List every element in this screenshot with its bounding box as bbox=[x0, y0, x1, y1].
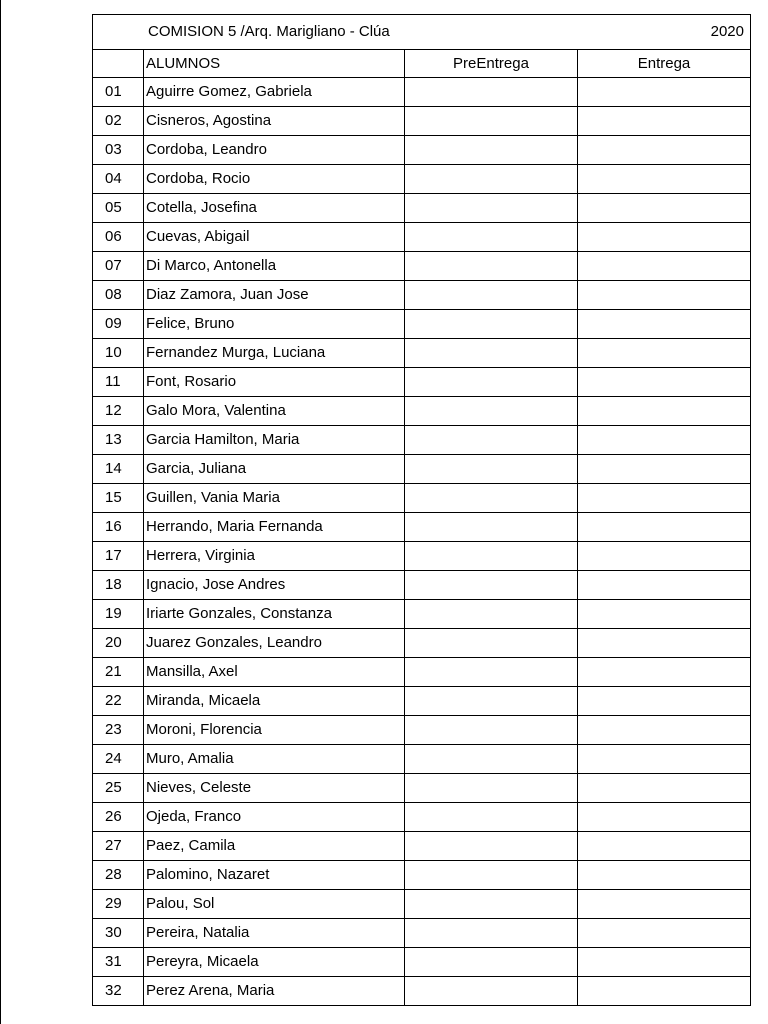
table-row bbox=[93, 281, 751, 310]
delivery-cell[interactable] bbox=[578, 571, 751, 600]
pre-delivery-cell[interactable] bbox=[405, 542, 578, 571]
student-number: 32 bbox=[93, 977, 144, 1006]
delivery-cell[interactable] bbox=[578, 397, 751, 426]
student-name: Cuevas, Abigail bbox=[144, 223, 405, 252]
student-name: Ojeda, Franco bbox=[144, 803, 405, 832]
student-number: 27 bbox=[93, 832, 144, 861]
pre-delivery-cell[interactable] bbox=[405, 165, 578, 194]
pre-delivery-cell[interactable] bbox=[405, 716, 578, 745]
student-name: Paez, Camila bbox=[144, 832, 405, 861]
delivery-cell[interactable] bbox=[578, 948, 751, 977]
table-row bbox=[93, 78, 751, 107]
attendance-table-body bbox=[93, 15, 751, 1006]
students-column-header: ALUMNOS bbox=[144, 50, 405, 78]
title-row bbox=[93, 15, 751, 50]
pre-delivery-cell[interactable] bbox=[405, 861, 578, 890]
student-name: Nieves, Celeste bbox=[144, 774, 405, 803]
pre-delivery-cell[interactable] bbox=[405, 658, 578, 687]
pre-delivery-cell[interactable] bbox=[405, 890, 578, 919]
table-row bbox=[93, 107, 751, 136]
table-row bbox=[93, 919, 751, 948]
table-row bbox=[93, 455, 751, 484]
student-number: 20 bbox=[93, 629, 144, 658]
delivery-cell[interactable] bbox=[578, 310, 751, 339]
pre-delivery-cell[interactable] bbox=[405, 339, 578, 368]
delivery-cell[interactable] bbox=[578, 426, 751, 455]
delivery-cell[interactable] bbox=[578, 803, 751, 832]
student-name: Garcia, Juliana bbox=[144, 455, 405, 484]
student-number: 22 bbox=[93, 687, 144, 716]
table-row bbox=[93, 223, 751, 252]
table-row bbox=[93, 832, 751, 861]
delivery-cell[interactable] bbox=[578, 977, 751, 1006]
title-cell bbox=[93, 15, 751, 50]
delivery-cell[interactable] bbox=[578, 194, 751, 223]
delivery-cell[interactable] bbox=[578, 165, 751, 194]
pre-delivery-cell[interactable] bbox=[405, 948, 578, 977]
student-number: 28 bbox=[93, 861, 144, 890]
year-label: 2020 bbox=[710, 23, 744, 40]
delivery-cell[interactable] bbox=[578, 832, 751, 861]
student-number: 10 bbox=[93, 339, 144, 368]
page-left-border bbox=[0, 0, 1, 1024]
student-number: 23 bbox=[93, 716, 144, 745]
student-number: 03 bbox=[93, 136, 144, 165]
delivery-cell[interactable] bbox=[578, 339, 751, 368]
table-row bbox=[93, 165, 751, 194]
student-name: Perez Arena, Maria bbox=[144, 977, 405, 1006]
table-row bbox=[93, 803, 751, 832]
table-row bbox=[93, 252, 751, 281]
table-row bbox=[93, 368, 751, 397]
column-header-row bbox=[93, 50, 751, 78]
student-number: 25 bbox=[93, 774, 144, 803]
number-column-header bbox=[93, 50, 144, 78]
table-row bbox=[93, 484, 751, 513]
student-number: 11 bbox=[93, 368, 144, 397]
student-name: Juarez Gonzales, Leandro bbox=[144, 629, 405, 658]
pre-delivery-cell[interactable] bbox=[405, 571, 578, 600]
delivery-cell[interactable] bbox=[578, 252, 751, 281]
student-name: Muro, Amalia bbox=[144, 745, 405, 774]
student-number: 21 bbox=[93, 658, 144, 687]
student-number: 04 bbox=[93, 165, 144, 194]
delivery-cell[interactable] bbox=[578, 136, 751, 165]
table-row bbox=[93, 310, 751, 339]
student-name: Mansilla, Axel bbox=[144, 658, 405, 687]
pre-delivery-cell[interactable] bbox=[405, 252, 578, 281]
student-name: Felice, Bruno bbox=[144, 310, 405, 339]
pre-delivery-column-header: PreEntrega bbox=[405, 50, 578, 78]
table-row bbox=[93, 774, 751, 803]
delivery-cell[interactable] bbox=[578, 629, 751, 658]
pre-delivery-cell[interactable] bbox=[405, 803, 578, 832]
table-row bbox=[93, 136, 751, 165]
student-name: Iriarte Gonzales, Constanza bbox=[144, 600, 405, 629]
table-row bbox=[93, 745, 751, 774]
student-name: Cisneros, Agostina bbox=[144, 107, 405, 136]
pre-delivery-cell[interactable] bbox=[405, 629, 578, 658]
student-name: Fernandez Murga, Luciana bbox=[144, 339, 405, 368]
student-number: 05 bbox=[93, 194, 144, 223]
student-name: Guillen, Vania Maria bbox=[144, 484, 405, 513]
table-row bbox=[93, 397, 751, 426]
pre-delivery-cell[interactable] bbox=[405, 78, 578, 107]
student-name: Garcia Hamilton, Maria bbox=[144, 426, 405, 455]
delivery-cell[interactable] bbox=[578, 484, 751, 513]
delivery-cell[interactable] bbox=[578, 281, 751, 310]
pre-delivery-cell[interactable] bbox=[405, 281, 578, 310]
pre-delivery-cell[interactable] bbox=[405, 919, 578, 948]
student-name: Pereira, Natalia bbox=[144, 919, 405, 948]
delivery-cell[interactable] bbox=[578, 368, 751, 397]
table-row bbox=[93, 977, 751, 1006]
student-number: 30 bbox=[93, 919, 144, 948]
delivery-cell[interactable] bbox=[578, 861, 751, 890]
pre-delivery-cell[interactable] bbox=[405, 107, 578, 136]
student-name: Ignacio, Jose Andres bbox=[144, 571, 405, 600]
student-name: Cordoba, Rocio bbox=[144, 165, 405, 194]
student-number: 09 bbox=[93, 310, 144, 339]
student-name: Cotella, Josefina bbox=[144, 194, 405, 223]
delivery-cell[interactable] bbox=[578, 223, 751, 252]
student-name: Font, Rosario bbox=[144, 368, 405, 397]
table-row bbox=[93, 513, 751, 542]
table-row bbox=[93, 687, 751, 716]
student-number: 18 bbox=[93, 571, 144, 600]
delivery-cell[interactable] bbox=[578, 687, 751, 716]
delivery-cell[interactable] bbox=[578, 542, 751, 571]
student-name: Cordoba, Leandro bbox=[144, 136, 405, 165]
student-number: 07 bbox=[93, 252, 144, 281]
pre-delivery-cell[interactable] bbox=[405, 745, 578, 774]
table-row bbox=[93, 629, 751, 658]
student-number: 31 bbox=[93, 948, 144, 977]
pre-delivery-cell[interactable] bbox=[405, 455, 578, 484]
delivery-cell[interactable] bbox=[578, 600, 751, 629]
student-number: 19 bbox=[93, 600, 144, 629]
table-row bbox=[93, 716, 751, 745]
delivery-cell[interactable] bbox=[578, 919, 751, 948]
student-number: 02 bbox=[93, 107, 144, 136]
delivery-cell[interactable] bbox=[578, 513, 751, 542]
attendance-table bbox=[92, 14, 751, 1006]
delivery-column-header: Entrega bbox=[578, 50, 751, 78]
student-name: Galo Mora, Valentina bbox=[144, 397, 405, 426]
table-row bbox=[93, 948, 751, 977]
pre-delivery-cell[interactable] bbox=[405, 977, 578, 1006]
pre-delivery-cell[interactable] bbox=[405, 194, 578, 223]
student-number: 06 bbox=[93, 223, 144, 252]
table-row bbox=[93, 658, 751, 687]
student-number: 26 bbox=[93, 803, 144, 832]
table-row bbox=[93, 600, 751, 629]
delivery-cell[interactable] bbox=[578, 745, 751, 774]
student-number: 13 bbox=[93, 426, 144, 455]
pre-delivery-cell[interactable] bbox=[405, 484, 578, 513]
student-name: Miranda, Micaela bbox=[144, 687, 405, 716]
delivery-cell[interactable] bbox=[578, 455, 751, 484]
pre-delivery-cell[interactable] bbox=[405, 832, 578, 861]
pre-delivery-cell[interactable] bbox=[405, 223, 578, 252]
delivery-cell[interactable] bbox=[578, 716, 751, 745]
pre-delivery-cell[interactable] bbox=[405, 687, 578, 716]
pre-delivery-cell[interactable] bbox=[405, 310, 578, 339]
student-number: 29 bbox=[93, 890, 144, 919]
student-name: Diaz Zamora, Juan Jose bbox=[144, 281, 405, 310]
student-number: 16 bbox=[93, 513, 144, 542]
delivery-cell[interactable] bbox=[578, 658, 751, 687]
student-name: Palou, Sol bbox=[144, 890, 405, 919]
table-row bbox=[93, 890, 751, 919]
student-number: 01 bbox=[93, 78, 144, 107]
student-number: 15 bbox=[93, 484, 144, 513]
table-row bbox=[93, 861, 751, 890]
student-number: 17 bbox=[93, 542, 144, 571]
delivery-cell[interactable] bbox=[578, 107, 751, 136]
pre-delivery-cell[interactable] bbox=[405, 600, 578, 629]
pre-delivery-cell[interactable] bbox=[405, 136, 578, 165]
table-row bbox=[93, 339, 751, 368]
pre-delivery-cell[interactable] bbox=[405, 513, 578, 542]
commission-title: COMISION 5 /Arq. Marigliano - Clúa bbox=[148, 23, 390, 40]
student-name: Herrera, Virginia bbox=[144, 542, 405, 571]
student-name: Herrando, Maria Fernanda bbox=[144, 513, 405, 542]
student-name: Moroni, Florencia bbox=[144, 716, 405, 745]
student-number: 14 bbox=[93, 455, 144, 484]
pre-delivery-cell[interactable] bbox=[405, 774, 578, 803]
student-number: 12 bbox=[93, 397, 144, 426]
student-name: Palomino, Nazaret bbox=[144, 861, 405, 890]
delivery-cell[interactable] bbox=[578, 774, 751, 803]
student-number: 08 bbox=[93, 281, 144, 310]
student-name: Pereyra, Micaela bbox=[144, 948, 405, 977]
table-row bbox=[93, 571, 751, 600]
table-row bbox=[93, 194, 751, 223]
table-row bbox=[93, 426, 751, 455]
pre-delivery-cell[interactable] bbox=[405, 397, 578, 426]
student-name: Aguirre Gomez, Gabriela bbox=[144, 78, 405, 107]
delivery-cell[interactable] bbox=[578, 78, 751, 107]
pre-delivery-cell[interactable] bbox=[405, 426, 578, 455]
student-number: 24 bbox=[93, 745, 144, 774]
student-name: Di Marco, Antonella bbox=[144, 252, 405, 281]
table-row bbox=[93, 542, 751, 571]
delivery-cell[interactable] bbox=[578, 890, 751, 919]
pre-delivery-cell[interactable] bbox=[405, 368, 578, 397]
